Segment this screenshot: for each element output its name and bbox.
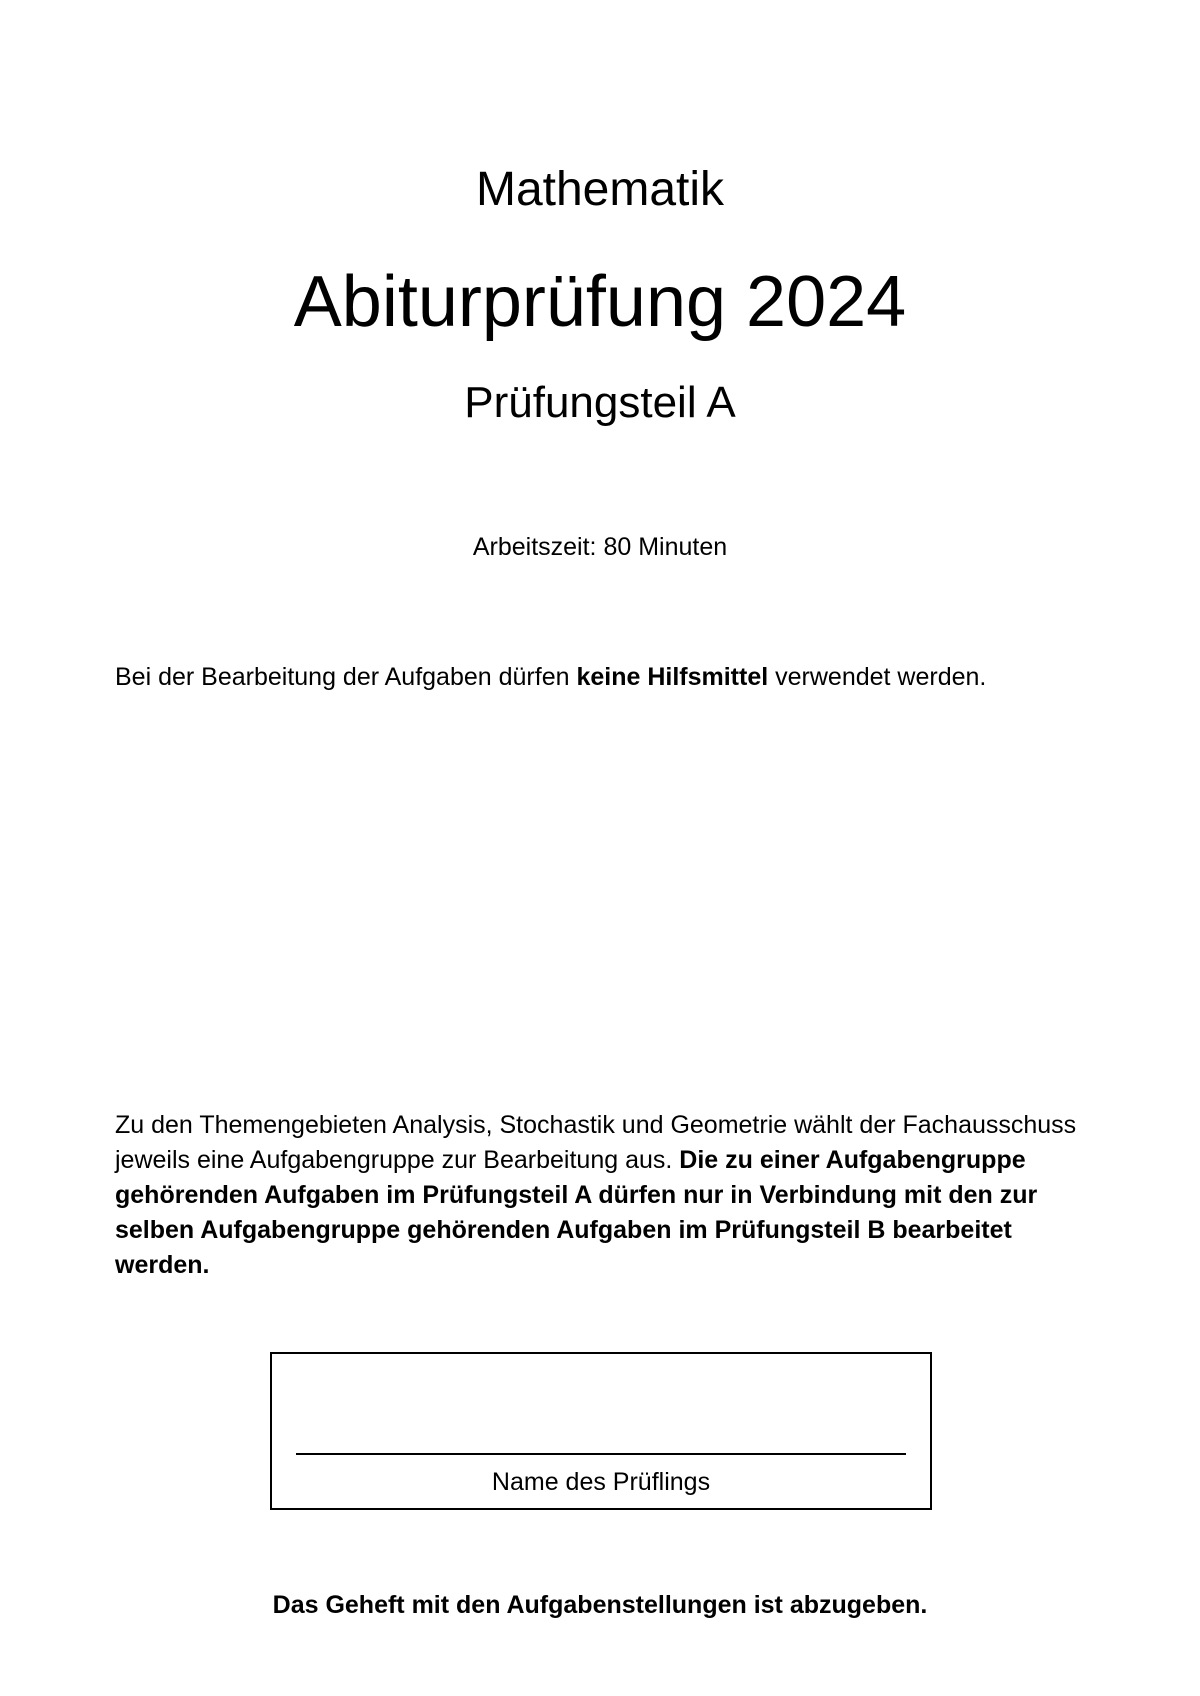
exam-part-heading: Prüfungsteil A — [464, 378, 736, 427]
aids-notice-text-before: Bei der Bearbeitung der Aufgaben dürfen — [115, 663, 577, 691]
name-signature-line[interactable] — [296, 1453, 906, 1455]
rules-text: Zu den Themengebieten Analysis, Stochastik und Geometrie wählt der Fachausschuss jeweils eine Aufgabengruppe zur Bearbeitung aus. — [115, 1111, 1077, 1174]
exam-title: Abiturprüfung 2024 — [293, 262, 907, 342]
subject-heading: Mathematik — [475, 163, 725, 216]
submit-note: Das Geheft mit den Aufgabenstellungen ist abzugeben. — [272, 1591, 928, 1619]
rules-emphasis: Die zu einer Aufgabengruppe gehörenden Aufgaben im Prüfungsteil A dürfen nur in Verbindung mit den zur selben Aufgabengruppe gehörenden Aufgaben im Prüfungsteil B bearbeitet werden. — [115, 1146, 1038, 1279]
aids-notice-emphasis: keine Hilfsmittel — [576, 663, 769, 691]
name-label: Name des Prüflings — [491, 1468, 711, 1496]
aids-notice — [115, 660, 1105, 695]
aids-notice-text-after: verwendet werden. — [768, 663, 987, 691]
name-box — [270, 1352, 932, 1510]
rules-paragraph — [115, 1108, 1105, 1283]
working-time: Arbeitszeit: 80 Minuten — [472, 533, 728, 561]
